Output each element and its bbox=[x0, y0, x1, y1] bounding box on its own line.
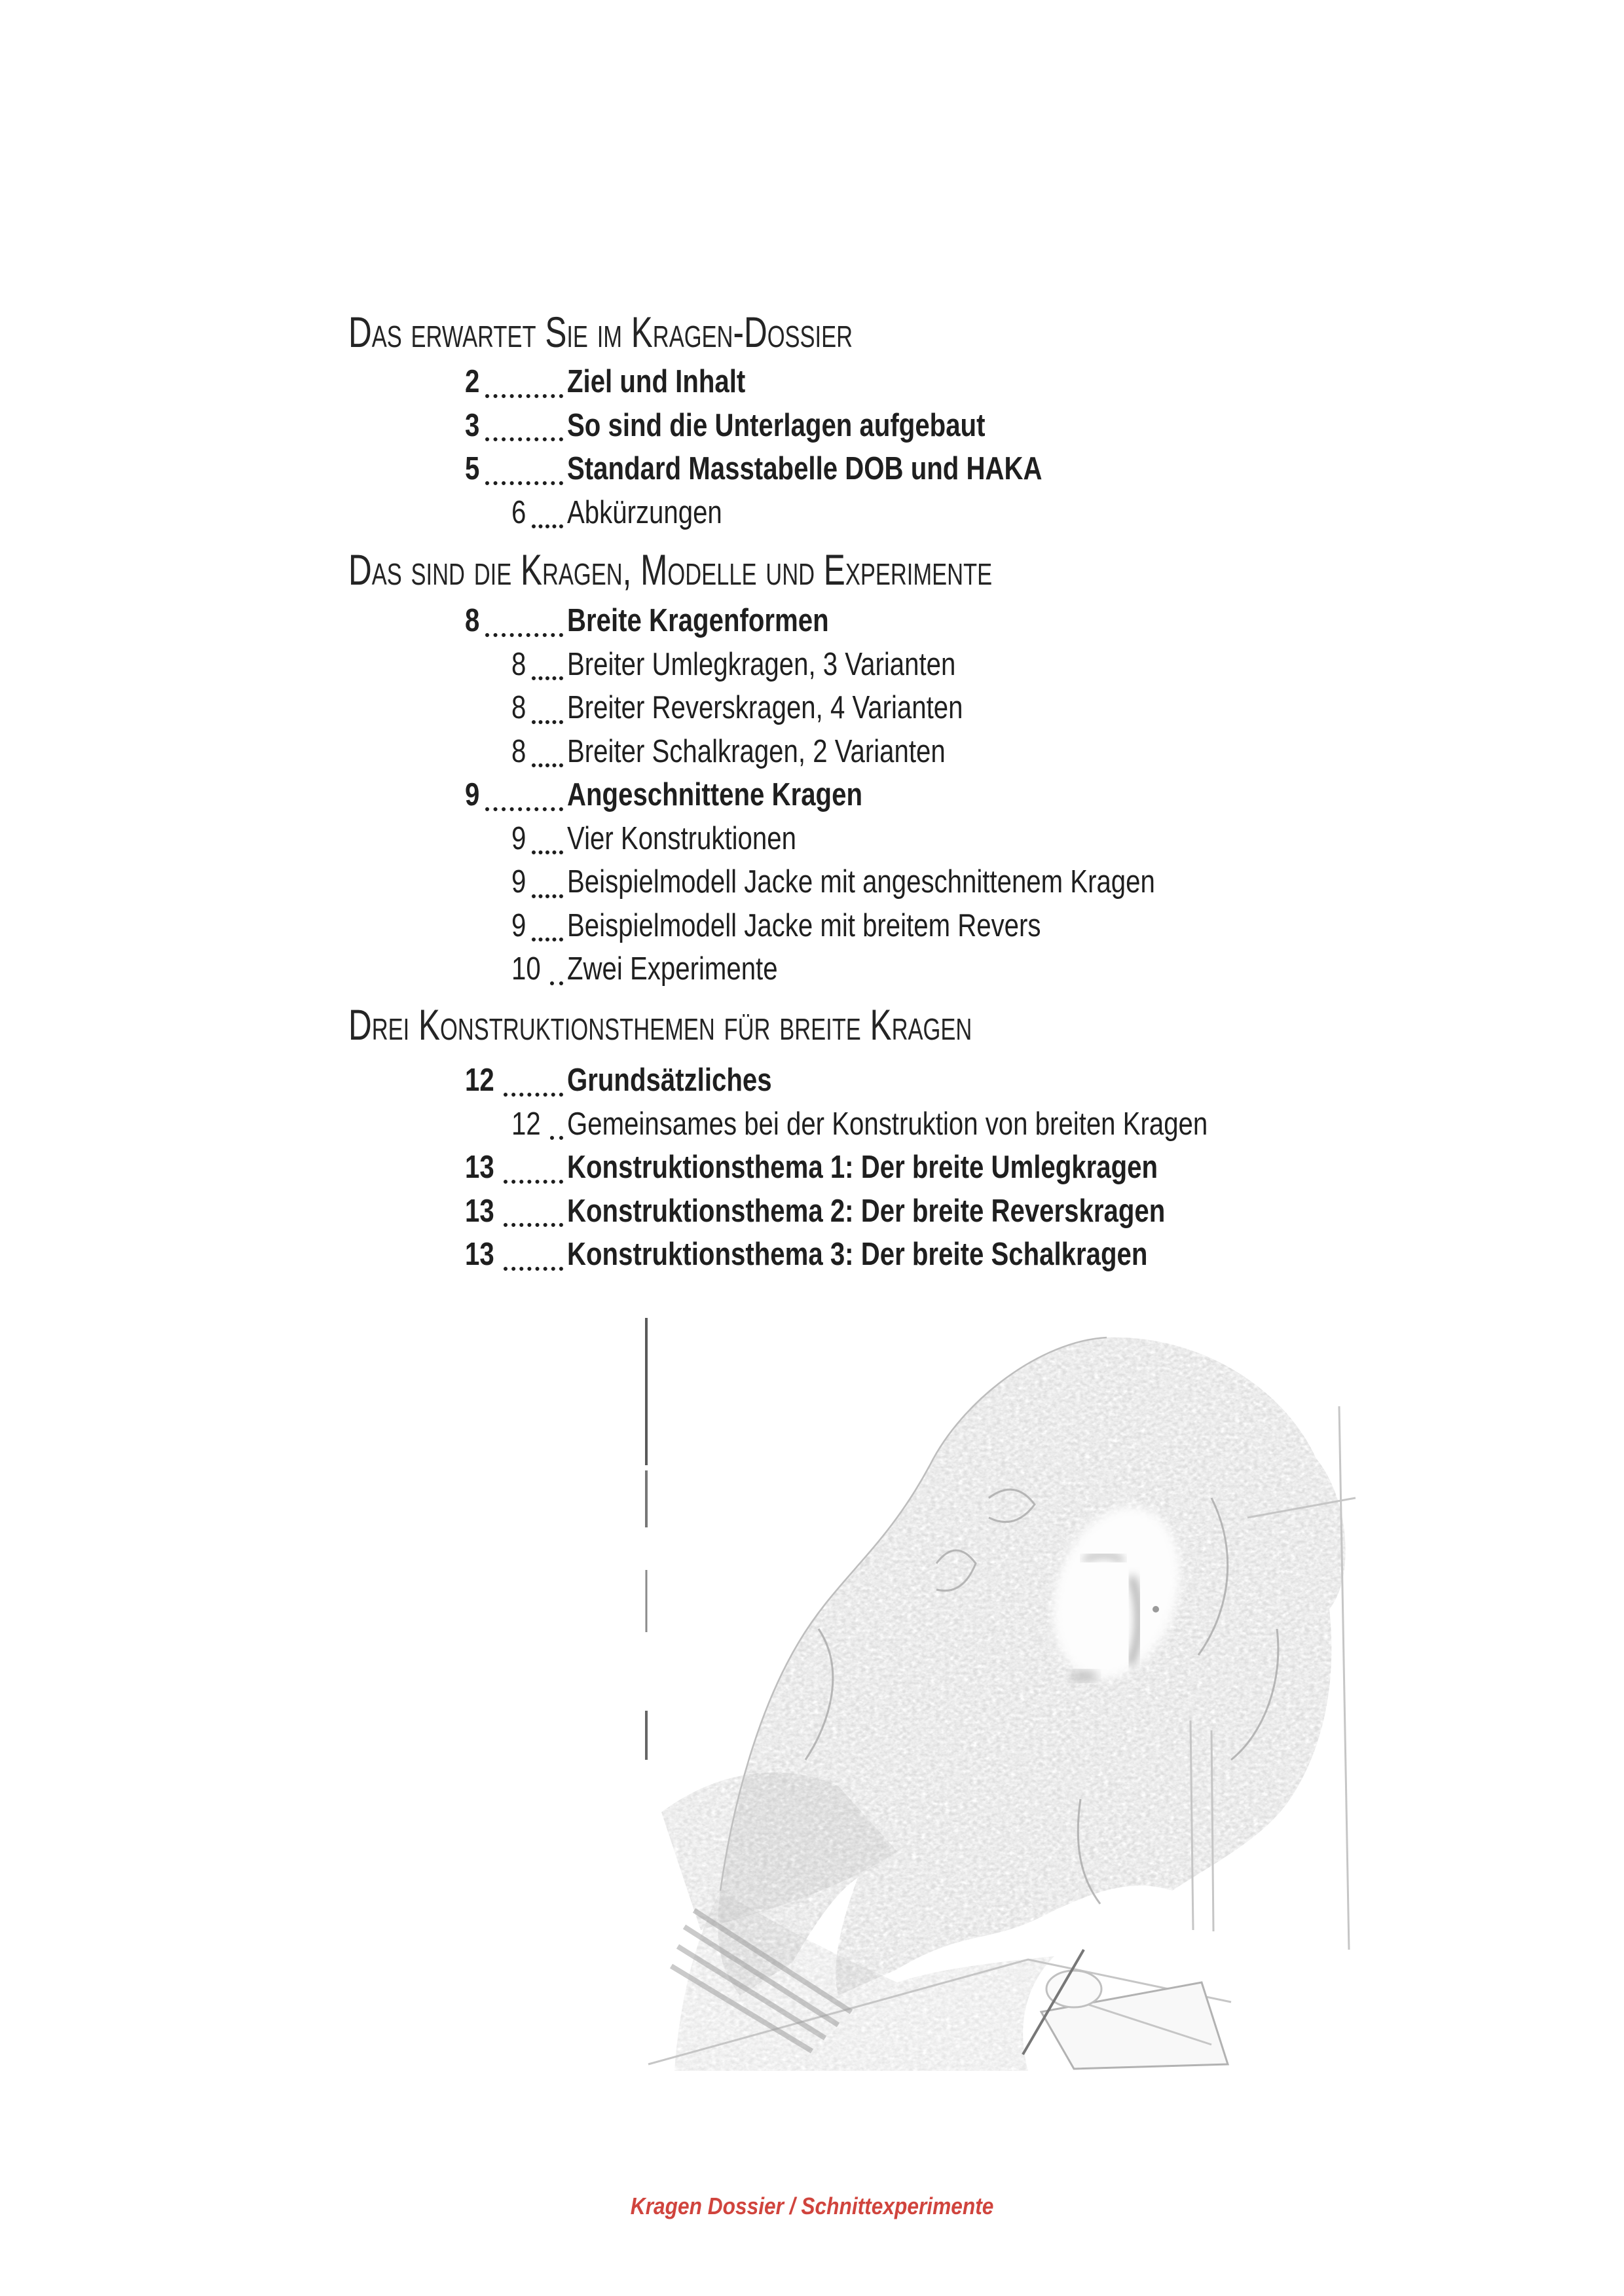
toc-row bbox=[511, 904, 1284, 948]
sketch-image bbox=[622, 1302, 1369, 2071]
toc-row bbox=[465, 447, 1147, 491]
toc-row bbox=[465, 773, 1284, 817]
page-number: 13 bbox=[465, 1193, 494, 1229]
dot-leader bbox=[485, 360, 563, 398]
toc-row bbox=[511, 1102, 1348, 1146]
toc-row bbox=[511, 860, 1284, 904]
page-number: 5 bbox=[465, 451, 480, 486]
page-number: 8 bbox=[511, 646, 526, 682]
toc-row bbox=[465, 1146, 1348, 1190]
dot-leader bbox=[504, 1146, 563, 1184]
entry-title: Konstruktionsthema 1: Der breite Umlegkragen bbox=[567, 1150, 1158, 1185]
toc-row bbox=[511, 730, 1284, 774]
section-heading-2-text: Das sind die Kragen, Modelle und Experimente bbox=[348, 545, 993, 594]
toc-group-1 bbox=[348, 360, 1147, 534]
page-number: 12 bbox=[511, 1106, 541, 1142]
toc-row bbox=[511, 643, 1284, 687]
toc-row bbox=[465, 360, 1147, 404]
dot-leader bbox=[550, 947, 563, 985]
page-number-cell bbox=[465, 773, 567, 817]
entry-title: Abkürzungen bbox=[567, 494, 722, 530]
section-heading-2 bbox=[348, 547, 1207, 592]
dot-leader bbox=[532, 904, 563, 942]
page-number: 13 bbox=[465, 1150, 494, 1185]
page-number: 9 bbox=[511, 864, 526, 900]
entry-title: Angeschnittene Kragen bbox=[567, 777, 862, 812]
page-number-cell bbox=[465, 1190, 567, 1233]
toc-row bbox=[511, 686, 1284, 730]
dot-leader bbox=[532, 643, 563, 681]
entry-title: Ziel und Inhalt bbox=[567, 364, 746, 399]
toc-row bbox=[511, 491, 1147, 535]
page-footer bbox=[0, 2192, 1624, 2221]
dot-leader bbox=[532, 686, 563, 724]
section-heading-1-text: Das erwartet Sie im Kragen-Dossier bbox=[348, 308, 853, 356]
hair-shape bbox=[718, 1338, 1345, 1995]
page-number: 2 bbox=[465, 364, 480, 399]
section-heading-1 bbox=[348, 309, 1021, 355]
toc-row bbox=[511, 947, 1284, 991]
page-number: 9 bbox=[465, 777, 480, 812]
page-number-cell bbox=[465, 599, 567, 643]
page-number: 8 bbox=[465, 603, 480, 638]
page-number: 8 bbox=[511, 690, 526, 725]
entry-title: Breiter Reverskragen, 4 Varianten bbox=[567, 690, 963, 725]
page-number: 8 bbox=[511, 733, 526, 769]
footer-text: Kragen Dossier / Schnittexperimente bbox=[630, 2193, 994, 2219]
entry-title: Vier Konstruktionen bbox=[567, 820, 796, 856]
page-number-cell bbox=[465, 447, 567, 491]
dot-leader bbox=[532, 491, 563, 529]
toc-row bbox=[465, 1059, 1348, 1102]
page-number-cell bbox=[511, 947, 567, 991]
dot-leader bbox=[550, 1102, 563, 1140]
dot-leader bbox=[532, 730, 563, 768]
page-number-cell bbox=[465, 404, 567, 448]
entry-title: Breiter Schalkragen, 2 Varianten bbox=[567, 733, 946, 769]
page-number-cell bbox=[511, 860, 567, 904]
toc-row bbox=[465, 404, 1147, 448]
dot-leader bbox=[485, 773, 563, 811]
page-number: 12 bbox=[465, 1063, 494, 1098]
page-number-cell bbox=[511, 491, 567, 535]
dot-leader bbox=[504, 1059, 563, 1097]
toc-row bbox=[511, 817, 1284, 861]
entry-title: Beispielmodell Jacke mit angeschnittenem Kragen bbox=[567, 864, 1155, 900]
page-number: 9 bbox=[511, 907, 526, 943]
dot-leader bbox=[485, 404, 563, 442]
page-number: 6 bbox=[511, 494, 526, 530]
page-number: 10 bbox=[511, 951, 541, 987]
page-number: 13 bbox=[465, 1237, 494, 1272]
entry-title: Gemeinsames bei der Konstruktion von breiten Kragen bbox=[567, 1106, 1208, 1142]
dot-leader bbox=[504, 1233, 563, 1271]
entry-title: Zwei Experimente bbox=[567, 951, 778, 987]
section-heading-3 bbox=[348, 1002, 1180, 1048]
page-number-cell bbox=[511, 904, 567, 948]
page-number-cell bbox=[465, 1059, 567, 1102]
toc-row bbox=[465, 599, 1284, 643]
page-number-cell bbox=[511, 686, 567, 730]
entry-title: Beispielmodell Jacke mit breitem Revers bbox=[567, 907, 1041, 943]
entry-title: Konstruktionsthema 3: Der breite Schalkragen bbox=[567, 1237, 1148, 1272]
section-heading-3-text: Drei Konstruktionsthemen für breite Kragen bbox=[348, 1000, 972, 1049]
entry-title: Breite Kragenformen bbox=[567, 603, 829, 638]
dot-leader bbox=[532, 817, 563, 855]
page-number-cell bbox=[511, 643, 567, 687]
toc-row bbox=[465, 1233, 1348, 1277]
page-number-cell bbox=[511, 1102, 567, 1146]
page-number-cell bbox=[511, 817, 567, 861]
entry-title: Breiter Umlegkragen, 3 Varianten bbox=[567, 646, 956, 682]
page-number-cell bbox=[465, 1146, 567, 1190]
dot-leader bbox=[485, 447, 563, 485]
toc-row bbox=[465, 1190, 1348, 1233]
entry-title: Konstruktionsthema 2: Der breite Reverskragen bbox=[567, 1193, 1166, 1229]
dot-leader bbox=[485, 599, 563, 637]
entry-title: Grundsätzliches bbox=[567, 1063, 772, 1098]
page-number: 9 bbox=[511, 820, 526, 856]
entry-title: Standard Masstabelle DOB und HAKA bbox=[567, 451, 1043, 486]
dot-leader bbox=[504, 1190, 563, 1228]
page-number-cell bbox=[465, 1233, 567, 1277]
page-number: 3 bbox=[465, 407, 480, 443]
entry-title: So sind die Unterlagen aufgebaut bbox=[567, 407, 986, 443]
dot-leader bbox=[532, 860, 563, 898]
page-number-cell bbox=[465, 360, 567, 404]
toc-group-2 bbox=[348, 599, 1284, 991]
toc-group-3 bbox=[348, 1059, 1348, 1277]
page-number-cell bbox=[511, 730, 567, 774]
